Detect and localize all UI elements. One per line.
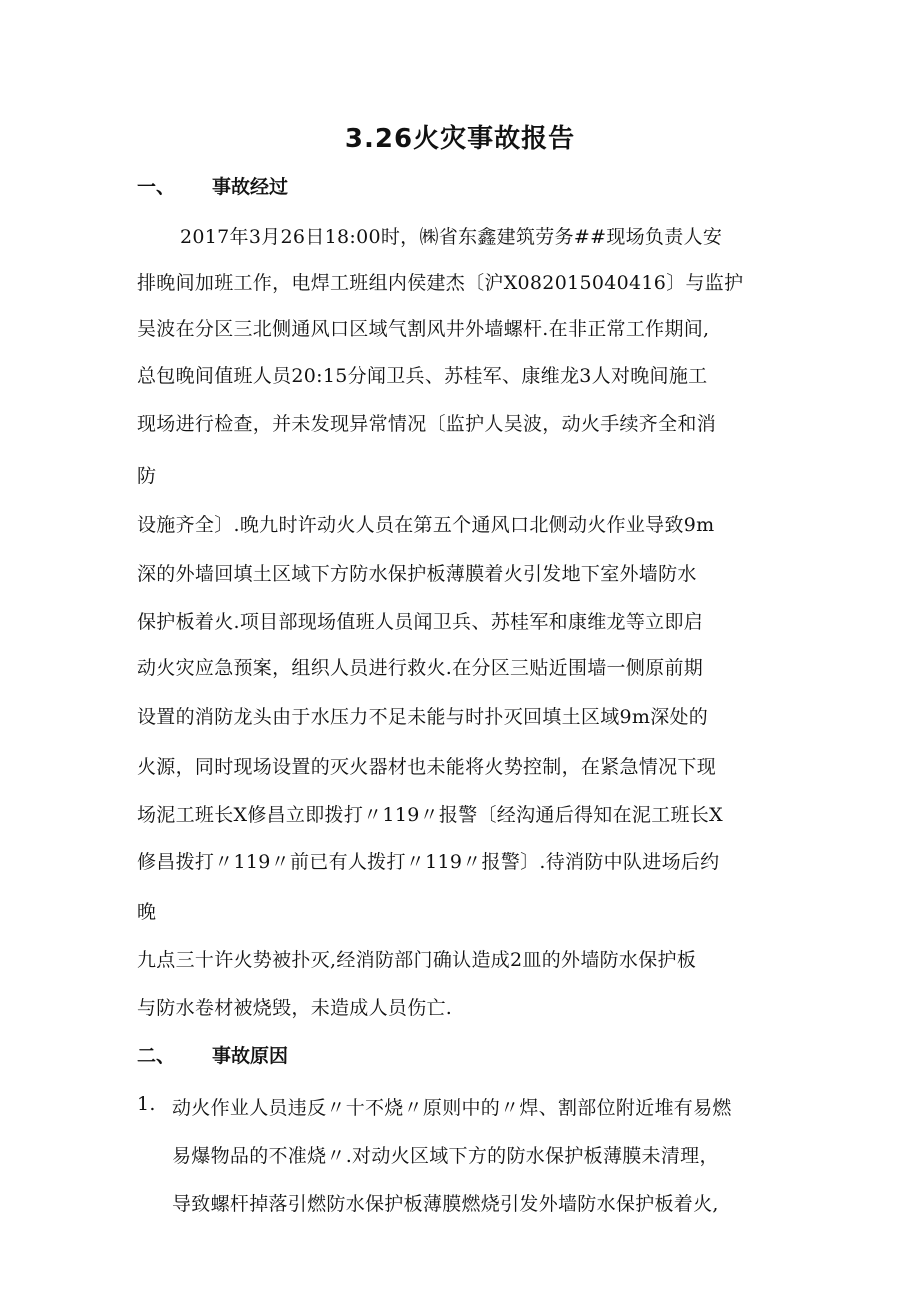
paragraph-line: 现场进行检查，并未发现异常情况〔监护人吴波，动火手续齐全和消 xyxy=(137,413,717,435)
section-number: 二、 xyxy=(137,1045,176,1067)
paragraph-line: 火源，同时现场设置的灭火器材也未能将火势控制，在紧急情况下现 xyxy=(137,756,717,778)
paragraph-line: 吴波在分区三北侧通风口区域气割风井外墙螺杆.在非正常工作期间, xyxy=(137,318,710,340)
list-item-line: 动火作业人员违反〃十不烧〃原则中的〃焊、割部位附近堆有易燃 xyxy=(172,1097,732,1119)
document-title: 3.26火灾事故报告 xyxy=(344,124,576,154)
paragraph-line: 2017年3月26日18:00时，㈱省东鑫建筑劳务##现场负责人安 xyxy=(180,226,723,248)
paragraph-line: 修昌拨打〃119〃前已有人拨打〃119〃报警〕.待消防中队进场后约 xyxy=(137,851,720,873)
section-number: 一、 xyxy=(137,176,176,198)
paragraph-line: 排晚间加班工作，电焊工班组内侯建杰〔沪X082015040416〕与监护 xyxy=(137,272,744,294)
list-item-line: 导致螺杆掉落引燃防水保护板薄膜燃烧引发外墙防水保护板着火, xyxy=(172,1193,719,1215)
paragraph-line: 深的外墙回填土区域下方防水保护板薄膜着火引发地下室外墙防水 xyxy=(137,563,697,585)
list-item-line: 易爆物品的不准烧〃.对动火区域下方的防水保护板薄膜未清理， xyxy=(172,1145,719,1167)
paragraph-line: 设置的消防龙头由于水压力不足未能与时扑灭回填土区域9m深处的 xyxy=(137,706,709,728)
paragraph-line: 保护板着火.项目部现场值班人员闻卫兵、苏桂军和康维龙等立即启 xyxy=(137,611,704,633)
section-title: 事故经过 xyxy=(212,176,289,198)
list-item-marker: 1. xyxy=(137,1093,156,1115)
paragraph-line: 动火灾应急预案，组织人员进行救火.在分区三贴近围墙一侧原前期 xyxy=(137,657,704,679)
section-heading-1 xyxy=(137,172,288,199)
paragraph-line: 总包晚间值班人员20:15分闻卫兵、苏桂军、康维龙3人对晚间施工 xyxy=(137,365,708,387)
paragraph-line: 九点三十许火势被扑灭,经消防部门确认造成2皿的外墙防水保护板 xyxy=(137,949,697,971)
paragraph-line: 防 xyxy=(137,465,157,487)
paragraph-line: 场泥工班长X修昌立即拨打〃119〃报警〔经沟通后得知在泥工班长X xyxy=(137,804,723,826)
paragraph-line: 与防水卷材被烧毁，未造成人员伤亡. xyxy=(137,997,453,1019)
paragraph-line: 晚 xyxy=(137,901,157,923)
paragraph-line: 设施齐全〕.晚九时许动火人员在第五个通风口北侧动火作业导致9m xyxy=(137,514,715,536)
section-heading-2 xyxy=(137,1041,288,1068)
section-title: 事故原因 xyxy=(212,1045,289,1067)
